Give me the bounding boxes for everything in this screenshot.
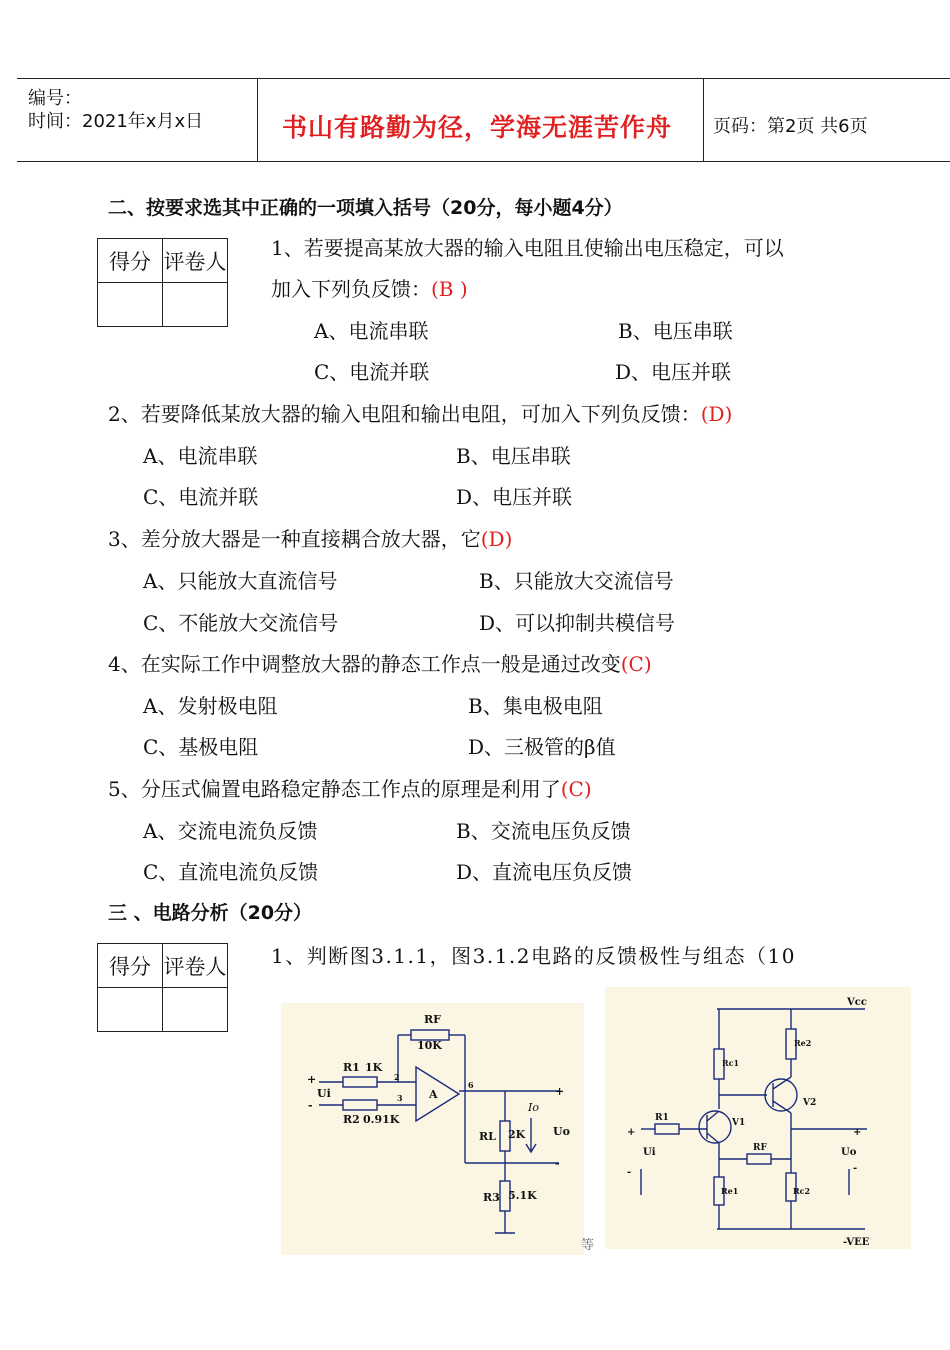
- q4-option-d: D、三极管的β值: [468, 735, 616, 759]
- header-number-label: 编号：: [28, 88, 82, 109]
- fig1-io-label: Io: [528, 1101, 539, 1114]
- q3-option-a: A、只能放大直流信号: [143, 569, 338, 593]
- fig2-rc2-label: Rc2: [793, 1186, 811, 1196]
- section3-score-box: [97, 943, 228, 1032]
- fig2-minus-out: -: [853, 1163, 858, 1174]
- fig2-plus-in: +: [627, 1127, 636, 1138]
- q1-line1: 1、若要提高某放大器的输入电阻且使输出电压稳定，可以: [271, 236, 784, 260]
- fig1-r3-label: R3: [483, 1191, 500, 1204]
- q2-option-b: B、电压串联: [456, 444, 571, 468]
- q4-question: 4、在实际工作中调整放大器的静态工作点一般是通过改变: [108, 652, 621, 676]
- q3-option-b: B、只能放大交流信号: [479, 569, 674, 593]
- q5-text: [108, 773, 592, 802]
- q5-question: 5、分压式偏置电路稳定静态工作点的原理是利用了: [108, 777, 561, 801]
- q1-option-a: A、电流串联: [314, 319, 429, 343]
- q4-answer: (C): [620, 652, 652, 676]
- figure-opamp-circuit: [281, 1003, 595, 1255]
- fig2-vee-label: -VEE: [843, 1237, 870, 1248]
- section2-score-box: [97, 238, 228, 327]
- fig1-pin2: 2: [394, 1072, 400, 1082]
- q4-text: [108, 648, 652, 677]
- q2-question: 2、若要降低某放大器的输入电阻和输出电阻，可加入下列负反馈：: [108, 402, 701, 426]
- fig2-v1-label: V1: [732, 1118, 746, 1128]
- grader-cell[interactable]: [163, 988, 228, 1032]
- fig1-opamp-label: A: [429, 1088, 438, 1101]
- q4-option-a: A、发射极电阻: [143, 694, 278, 718]
- fig2-re2-label: Re2: [794, 1038, 812, 1048]
- fig1-rf-value: 10K: [417, 1039, 442, 1052]
- fig1-pin3: 3: [397, 1093, 403, 1103]
- header-motto: 书山有路勤为径，学海无涯苦作舟: [282, 113, 673, 142]
- fig1-plus-out: +: [555, 1085, 565, 1098]
- q3-text: [108, 523, 512, 552]
- s3-q1-text: 1、判断图3.1.1，图3.1.2电路的反馈极性与组态（10: [271, 944, 796, 968]
- fig1-r1-label: R1: [343, 1061, 360, 1074]
- fig2-plus-out: +: [853, 1127, 862, 1138]
- fig2-rf-label: RF: [753, 1143, 767, 1153]
- fig1-r3-value: 5.1K: [508, 1189, 537, 1202]
- fig2-rc1-label: Rc1: [722, 1058, 740, 1068]
- score-cell[interactable]: [98, 283, 163, 327]
- header-top-rule: [17, 78, 950, 79]
- q1-line2-text: 加入下列负反馈：: [271, 277, 431, 301]
- fig2-minus-in: -: [627, 1167, 632, 1178]
- q1-answer: (B ): [431, 277, 468, 301]
- q4-option-c: C、基极电阻: [143, 735, 259, 759]
- q2-option-a: A、电流串联: [143, 444, 258, 468]
- q5-answer: (C): [560, 777, 592, 801]
- q5-option-b: B、交流电压负反馈: [456, 819, 631, 843]
- q2-answer: (D): [700, 402, 733, 426]
- q2-option-c: C、电流并联: [143, 485, 259, 509]
- fig1-r1-value: 1K: [365, 1061, 383, 1074]
- grader-label: 评卷人: [163, 944, 228, 988]
- fig1-ui-label: Ui: [317, 1087, 331, 1100]
- figure-transistor-circuit: [605, 987, 911, 1249]
- q5-option-a: A、交流电流负反馈: [143, 819, 318, 843]
- grader-label: 评卷人: [163, 239, 228, 283]
- q4-option-b: B、集电极电阻: [468, 694, 603, 718]
- header-bottom-rule: [17, 161, 950, 162]
- fig2-ui-label: Ui: [643, 1147, 656, 1158]
- fig1-minus-in: -: [308, 1099, 313, 1112]
- q1-option-b: B、电压串联: [618, 319, 733, 343]
- header-page-label: 页码：第2页 共6页: [713, 116, 868, 137]
- fig2-re1-label: Re1: [721, 1186, 739, 1196]
- fig1-minus-out: -: [555, 1157, 560, 1170]
- q5-option-c: C、直流电流负反馈: [143, 860, 319, 884]
- fig1-uo-label: Uo: [553, 1125, 570, 1138]
- q3-question: 3、差分放大器是一种直接耦合放大器，它: [108, 527, 481, 551]
- fig1-rf-label: RF: [424, 1013, 441, 1026]
- fig2-r1-label: R1: [655, 1113, 669, 1123]
- score-label: 得分: [98, 944, 163, 988]
- q2-option-d: D、电压并联: [456, 485, 573, 509]
- section2-title: 二、按要求选其中正确的一项填入括号（20分，每小题4分）: [108, 197, 623, 219]
- fig1-bottom-text: 等: [581, 1238, 595, 1253]
- fig2-uo-label: Uo: [841, 1147, 857, 1158]
- score-cell[interactable]: [98, 988, 163, 1032]
- section3-title: 三 、电路分析（20分）: [108, 902, 313, 924]
- q5-option-d: D、直流电压负反馈: [456, 860, 633, 884]
- score-label: 得分: [98, 239, 163, 283]
- fig1-rl-value: 2K: [508, 1128, 526, 1141]
- q2-text: [108, 398, 732, 427]
- fig2-vcc-label: Vcc: [847, 997, 867, 1008]
- fig2-v2-label: V2: [803, 1098, 817, 1108]
- fig1-plus-in: +: [307, 1073, 317, 1086]
- q3-option-d: D、可以抑制共模信号: [479, 611, 676, 635]
- q3-option-c: C、不能放大交流信号: [143, 611, 339, 635]
- q1-option-d: D、电压并联: [615, 360, 732, 384]
- q1-option-c: C、电流并联: [314, 360, 430, 384]
- fig1-rl-label: RL: [479, 1130, 496, 1143]
- header-divider-left: [257, 78, 258, 162]
- q1-line2: [271, 273, 468, 302]
- fig1-r2-value: 0.91K: [363, 1113, 400, 1126]
- header-time-label: 时间：2021年x月x日: [28, 111, 204, 132]
- fig1-pin6: 6: [468, 1080, 474, 1090]
- q3-answer: (D): [480, 527, 513, 551]
- header-divider-right: [703, 78, 704, 162]
- fig1-r2-label: R2: [343, 1113, 360, 1126]
- grader-cell[interactable]: [163, 283, 228, 327]
